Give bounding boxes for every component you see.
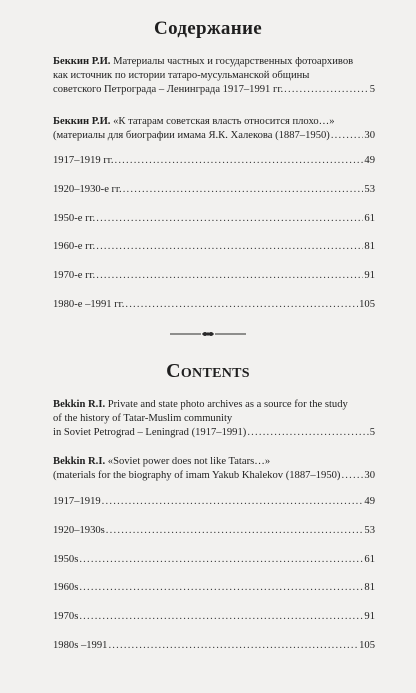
entry-title: 1970s — [53, 611, 79, 622]
entry-title: 1917–1919 гг. — [53, 155, 114, 166]
dot-leader — [284, 83, 369, 97]
entry-title: 1980s –1991 — [53, 640, 108, 651]
entry-title-line: как источник по истории татаро-мусульманской общины — [53, 70, 310, 82]
dot-leader — [108, 639, 358, 653]
dot-leader — [247, 426, 368, 440]
entry-title: 1917–1919 — [53, 496, 101, 507]
toc-entry[interactable] — [53, 639, 375, 653]
entry-title: 1960-е гг. — [53, 241, 96, 252]
dot-leader — [123, 183, 364, 197]
entry-page-number: 81 — [364, 241, 375, 252]
entry-title: 1920–1930-е гг. — [53, 184, 122, 195]
entry-page-number: 105 — [359, 640, 375, 651]
toc-entry[interactable] — [53, 298, 375, 312]
toc-entry[interactable] — [53, 154, 375, 168]
entry-page-number: 91 — [364, 611, 375, 622]
dot-leader — [79, 581, 363, 595]
dot-leader — [79, 610, 363, 624]
dot-leader — [96, 212, 363, 226]
entry-page-number: 105 — [359, 299, 375, 310]
dot-leader — [102, 495, 364, 509]
dot-leader — [341, 469, 363, 483]
dot-leader — [96, 240, 363, 254]
dot-leader — [331, 129, 364, 143]
toc-entry[interactable] — [53, 524, 375, 538]
entry-title-line: in Soviet Petrograd – Leningrad (1917–1991) — [53, 427, 247, 439]
entry-title: 1950-е гг. — [53, 213, 96, 224]
dot-leader — [96, 269, 363, 283]
toc-entry[interactable] — [53, 212, 375, 226]
entry-page-number: 53 — [364, 184, 375, 195]
entry-page-number: 61 — [364, 554, 375, 565]
entry-page-number: 49 — [364, 496, 375, 507]
entry-page-number: 49 — [364, 155, 375, 166]
entry-title-line: «К татарам советская власть относится плохо…» — [113, 116, 335, 127]
entry-author: Беккин Р.И. — [53, 116, 111, 127]
toc-entry[interactable] — [53, 115, 375, 143]
entry-page-number: 53 — [364, 525, 375, 536]
entry-title-line: (materials for the biography of imam Yakub Khalekov (1887–1950) — [53, 470, 341, 482]
dot-leader — [79, 553, 363, 567]
toc-entry[interactable] — [53, 55, 375, 98]
entry-title: 1960s — [53, 582, 79, 593]
toc-entry[interactable] — [53, 240, 375, 254]
entry-page-number: 61 — [364, 213, 375, 224]
toc-entry[interactable] — [53, 610, 375, 624]
toc-entry[interactable] — [53, 398, 375, 441]
dot-leader — [125, 298, 358, 312]
entry-title: 1920–1930s — [53, 525, 105, 536]
contents-heading-en: Contents — [166, 360, 250, 382]
entry-page-number: 81 — [364, 582, 375, 593]
dot-leader — [114, 154, 363, 168]
entry-title: 1970-е гг. — [53, 270, 96, 281]
toc-entry[interactable] — [53, 581, 375, 595]
entry-author: Беккин Р.И. — [53, 56, 111, 67]
entry-page-number: 30 — [364, 130, 375, 142]
contents-heading-ru: Содержание — [154, 18, 262, 39]
entry-author: Bekkin R.I. — [53, 456, 106, 467]
ornament-divider-icon — [168, 327, 248, 341]
toc-entry[interactable] — [53, 183, 375, 197]
entry-title-line: советского Петрограда – Ленинграда 1917–1991 гг. — [53, 84, 284, 96]
toc-entry[interactable] — [53, 495, 375, 509]
entry-title-line: Материалы частных и государственных фотоархивов — [113, 56, 354, 67]
entry-page-number: 5 — [369, 427, 375, 439]
toc-entry[interactable] — [53, 269, 375, 283]
entry-title-line: (материалы для биографии имама Я.К. Халекова (1887–1950) — [53, 130, 330, 142]
entry-author: Bekkin R.I. — [53, 399, 106, 410]
entry-page-number: 91 — [364, 270, 375, 281]
entry-page-number: 5 — [369, 84, 375, 96]
entry-title: 1950s — [53, 554, 79, 565]
entry-title-line: of the history of Tatar-Muslim community — [53, 413, 233, 425]
toc-entry[interactable] — [53, 553, 375, 567]
dot-leader — [106, 524, 364, 538]
entry-title: 1980-е –1991 гг. — [53, 299, 125, 310]
entry-page-number: 30 — [364, 470, 375, 482]
entry-title-line: «Soviet power does not like Tatars…» — [107, 456, 271, 467]
toc-entry[interactable] — [53, 455, 375, 483]
entry-title-line: Private and state photo archives as a source for the study — [107, 399, 348, 410]
